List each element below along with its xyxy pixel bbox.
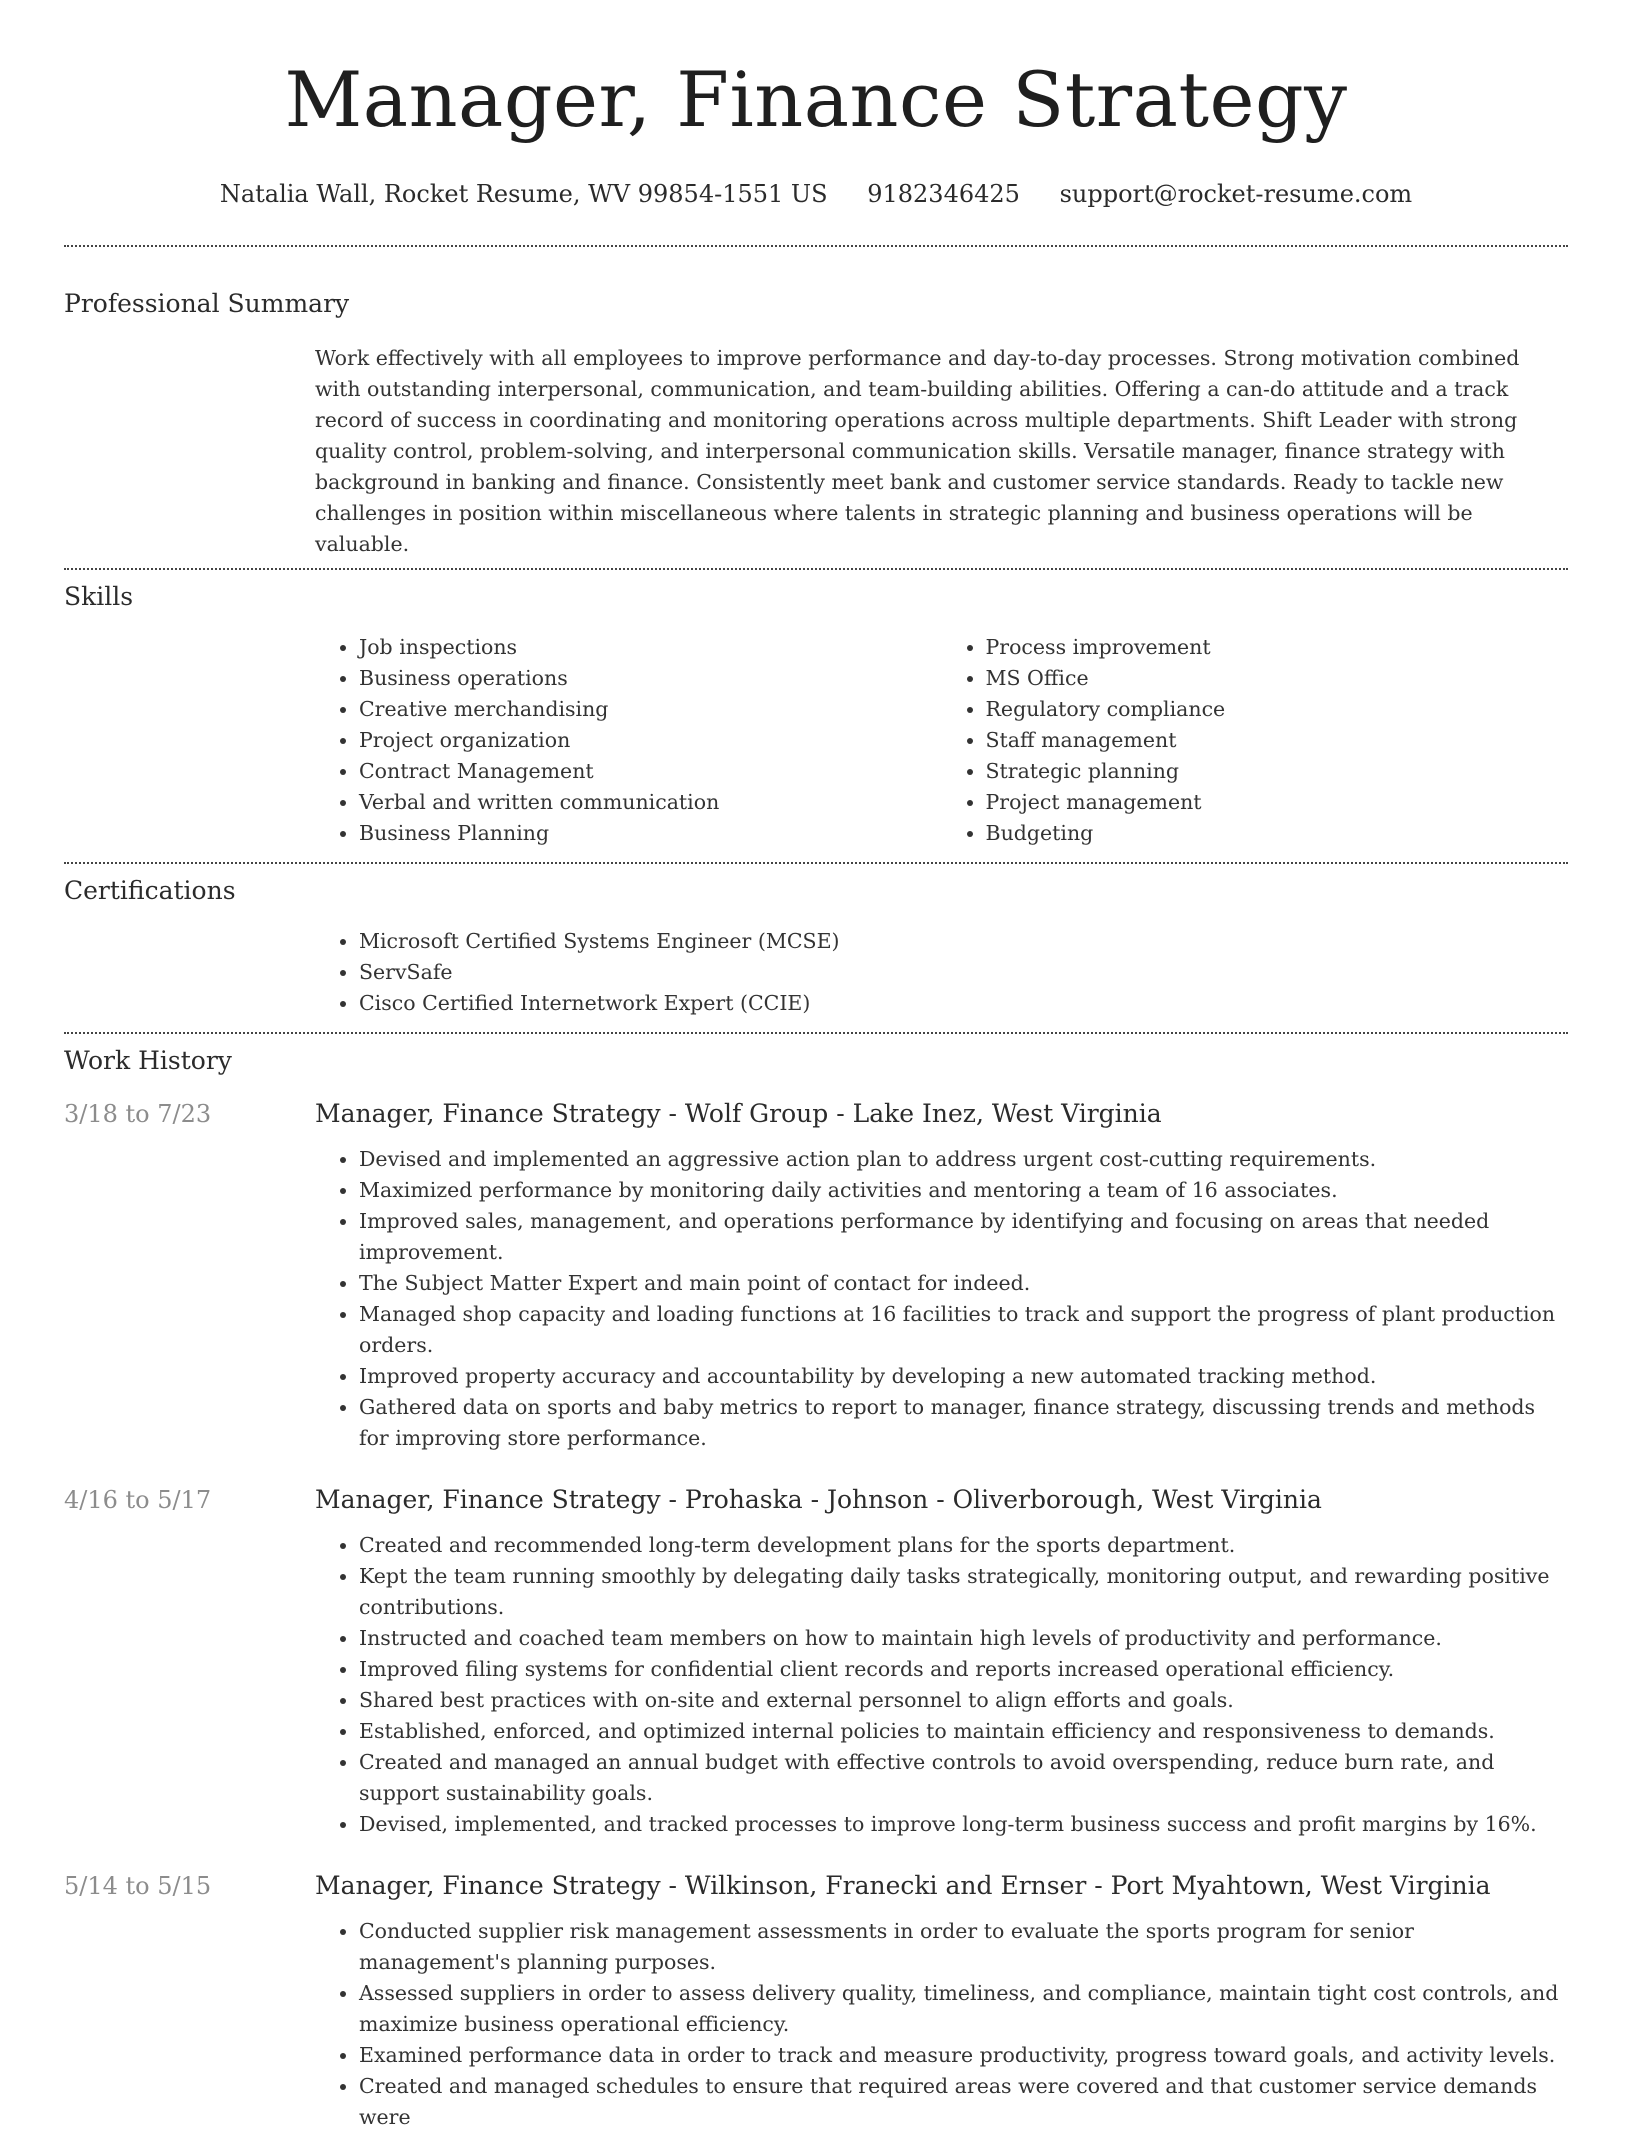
job-bullets — [315, 1530, 1568, 1840]
list-item: • Created and managed schedules to ensure that required areas were covered and that customer service demands were — [359, 2071, 1568, 2133]
list-item: • Improved filing systems for confidential client records and reports increased operational efficiency. — [359, 1654, 1568, 1685]
skills-heading: Skills — [64, 582, 134, 611]
list-item: • Staff management — [986, 725, 1569, 756]
list-item: • Project management — [986, 787, 1569, 818]
list-item: • Established, enforced, and optimized internal policies to maintain efficiency and responsiveness to demands. — [359, 1716, 1568, 1747]
list-item: • Created and recommended long-term development plans for the sports department. — [359, 1530, 1568, 1561]
skills-section — [64, 580, 1568, 849]
work-history-heading: Work History — [64, 1046, 232, 1075]
list-item: • Devised and implemented an aggressive action plan to address urgent cost-cutting requirements. — [359, 1144, 1568, 1175]
certifications-section — [64, 874, 1568, 1019]
job-title: Manager, Finance Strategy - Prohaska - Johnson - Oliverborough, West Virginia — [315, 1485, 1322, 1514]
summary-text: Work effectively with all employees to improve performance and day-to-day processes. Strong motivation combined with outstanding interpersonal, communication, and team-building abilities. Offering a can-do attitude and a track record of success in coordinating and monitoring operations across multiple departments. Shift Leader with strong quality control, problem-solving, and interpersonal communication skills. Versatile manager, finance strategy with background in banking and finance. Consistently meet bank and customer service standards. Ready to tackle new challenges in position within miscellaneous where talents in strategic planning and business operations will be valuable. — [315, 346, 1520, 556]
job-entry — [64, 1484, 1568, 1840]
list-item: • Business Planning — [359, 818, 942, 849]
list-item: • Assessed suppliers in order to assess delivery quality, timeliness, and compliance, maintain tight cost controls, and maximize business operational efficiency. — [359, 1978, 1568, 2040]
list-item: • Verbal and written communication — [359, 787, 942, 818]
list-item: • Examined performance data in order to track and measure productivity, progress toward goals, and activity levels. — [359, 2040, 1568, 2071]
list-item: • Conducted supplier risk management assessments in order to evaluate the sports program for senior management's planning purposes. — [359, 1916, 1568, 1978]
list-item: • Maximized performance by monitoring daily activities and mentoring a team of 16 associates. — [359, 1175, 1568, 1206]
list-item: • Strategic planning — [986, 756, 1569, 787]
skills-left-column — [315, 632, 942, 849]
skills-right-column — [942, 632, 1569, 849]
list-item: • Regulatory compliance — [986, 694, 1569, 725]
certifications-list — [315, 926, 1568, 1019]
divider — [64, 862, 1568, 864]
list-item: • Process improvement — [986, 632, 1569, 663]
work-history-section — [64, 1044, 1568, 2133]
list-item: • The Subject Matter Expert and main point of contact for indeed. — [359, 1268, 1568, 1299]
job-bullets — [315, 1916, 1568, 2133]
list-item: • Instructed and coached team members on how to maintain high levels of productivity and performance. — [359, 1623, 1568, 1654]
summary-heading: Professional Summary — [64, 289, 350, 318]
job-dates: 3/18 to 7/23 — [64, 1100, 212, 1128]
list-item: • Kept the team running smoothly by delegating daily tasks strategically, monitoring output, and rewarding positive contributions. — [359, 1561, 1568, 1623]
list-item: • Budgeting — [986, 818, 1569, 849]
resume-page — [64, 0, 1568, 2133]
list-item: • Project organization — [359, 725, 942, 756]
list-item: • Devised, implemented, and tracked processes to improve long-term business success and profit margins by 16%. — [359, 1809, 1568, 1840]
list-item: • MS Office — [986, 663, 1569, 694]
list-item: • Creative merchandising — [359, 694, 942, 725]
list-item: • Business operations — [359, 663, 942, 694]
list-item: • Job inspections — [359, 632, 942, 663]
list-item: • Improved sales, management, and operations performance by identifying and focusing on areas that needed improvement. — [359, 1206, 1568, 1268]
list-item: • Microsoft Certified Systems Engineer (MCSE) — [359, 926, 1568, 957]
list-item: • Gathered data on sports and baby metrics to report to manager, finance strategy, discussing trends and methods for improving store performance. — [359, 1392, 1568, 1454]
job-dates: 5/14 to 5/15 — [64, 1872, 212, 1900]
contact-phone: 9182346425 — [867, 180, 1020, 208]
certifications-heading: Certifications — [64, 876, 236, 905]
list-item: • Shared best practices with on-site and external personnel to align efforts and goals. — [359, 1685, 1568, 1716]
divider — [64, 245, 1568, 247]
job-bullets — [315, 1144, 1568, 1454]
job-entry — [64, 1870, 1568, 2133]
skills-list — [315, 632, 1568, 849]
contact-address: Natalia Wall, Rocket Resume, WV 99854-1551 US — [219, 180, 828, 208]
list-item: • Contract Management — [359, 756, 942, 787]
divider — [64, 568, 1568, 570]
list-item: • Improved property accuracy and accountability by developing a new automated tracking method. — [359, 1361, 1568, 1392]
list-item: • Managed shop capacity and loading functions at 16 facilities to track and support the progress of plant production orders. — [359, 1299, 1568, 1361]
job-dates: 4/16 to 5/17 — [64, 1486, 212, 1514]
resume-title: Manager, Finance Strategy — [284, 55, 1348, 144]
contact-line — [64, 178, 1568, 210]
divider — [64, 1032, 1568, 1034]
job-title: Manager, Finance Strategy - Wilkinson, Franecki and Ernser - Port Myahtown, West Virginia — [315, 1871, 1491, 1900]
list-item: • Created and managed an annual budget with effective controls to avoid overspending, reduce burn rate, and support sustainability goals. — [359, 1747, 1568, 1809]
list-item: • ServSafe — [359, 957, 1568, 988]
job-title: Manager, Finance Strategy - Wolf Group - Lake Inez, West Virginia — [315, 1099, 1162, 1128]
summary-section — [64, 287, 1568, 560]
list-item: • Cisco Certified Internetwork Expert (CCIE) — [359, 988, 1568, 1019]
job-entry — [64, 1098, 1568, 1454]
contact-email: support@rocket-resume.com — [1059, 180, 1413, 208]
